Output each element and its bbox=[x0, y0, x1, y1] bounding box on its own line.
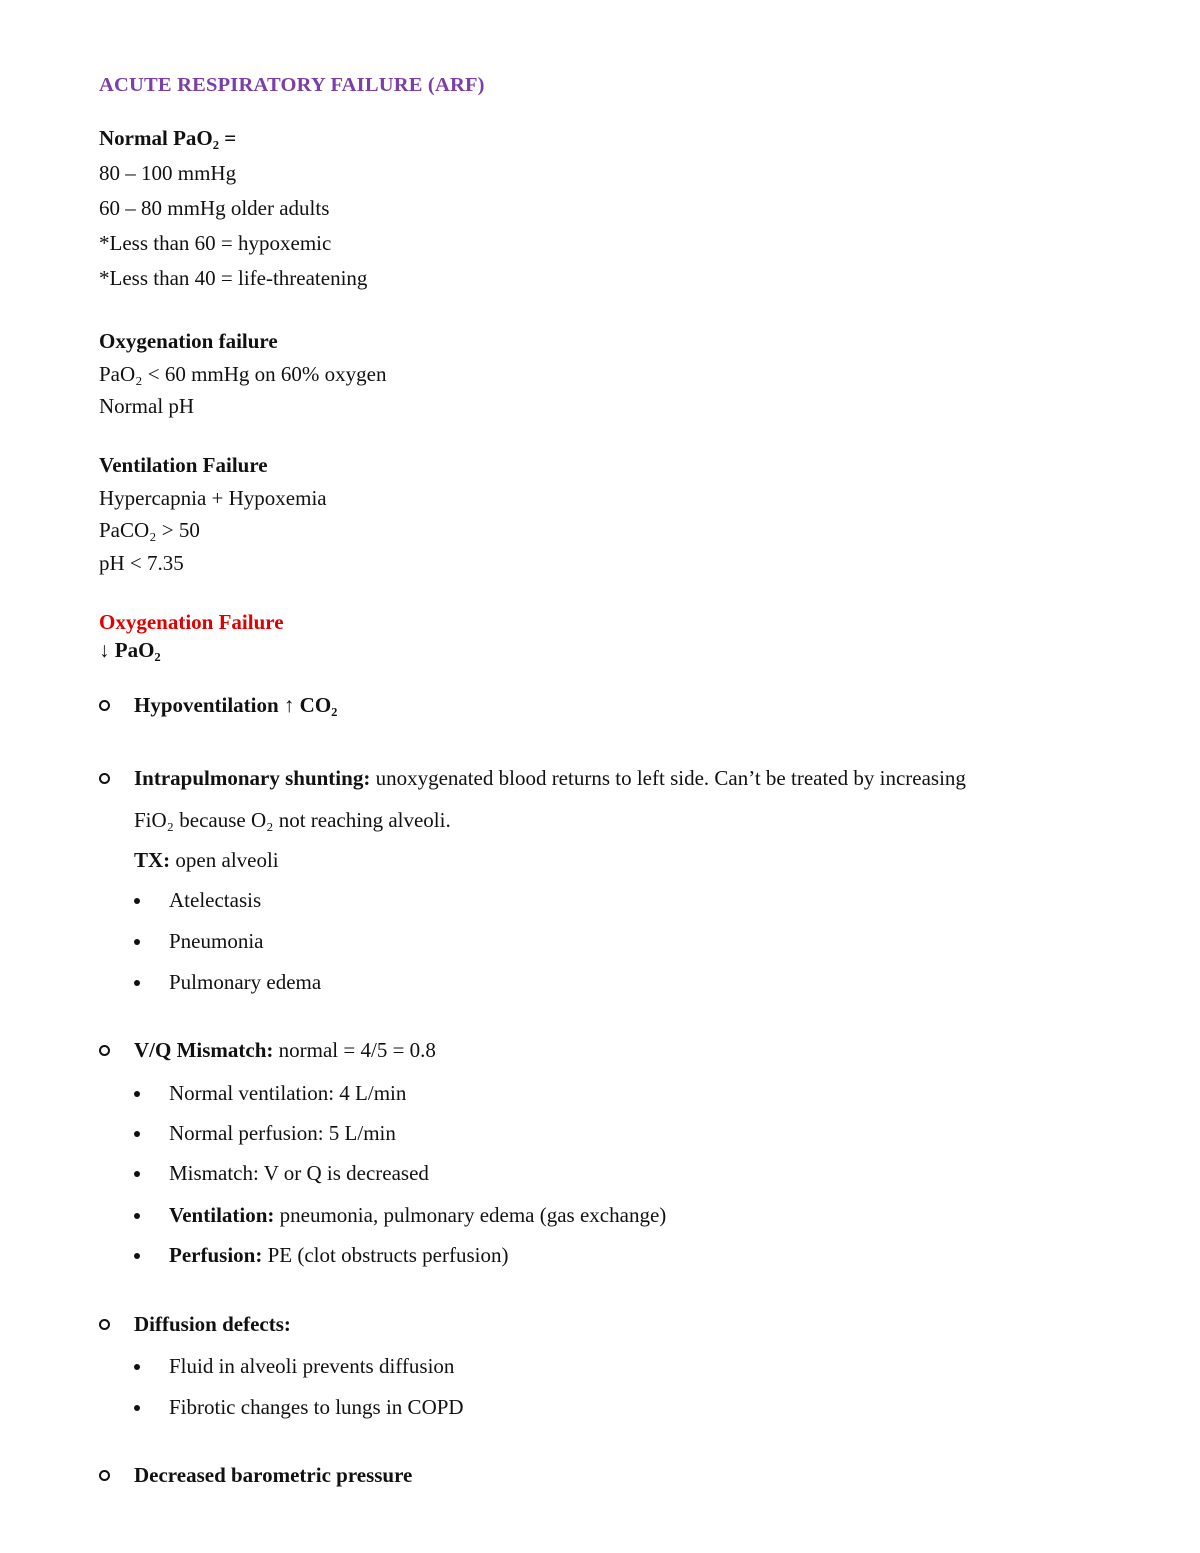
list-item bbox=[169, 1205, 666, 1226]
intrapulmonary-label: Intrapulmonary shunting: bbox=[134, 766, 371, 790]
normal-line-2: 60 – 80 mmHg older adults bbox=[99, 196, 330, 220]
barometric-pressure-item: Decreased barometric pressure bbox=[134, 1463, 413, 1487]
hypoventilation-item: Hypoventilation ↑ CO₂ bbox=[134, 693, 338, 717]
list-item: Mismatch: V or Q is decreased bbox=[169, 1161, 429, 1185]
ventilation-failure-line-2: PaCO₂ > 50 bbox=[99, 518, 200, 542]
document-title: ACUTE RESPIRATORY FAILURE (ARF) bbox=[99, 74, 485, 96]
tx-label: TX: bbox=[134, 848, 171, 872]
normal-line-4: *Less than 40 = life-threatening bbox=[99, 266, 368, 290]
bullet-icon bbox=[134, 939, 140, 945]
bullet-icon bbox=[134, 1091, 140, 1097]
hollow-bullet-icon bbox=[99, 1470, 110, 1481]
decreased-pao2-subheading: ↓ PaO₂ bbox=[99, 638, 161, 662]
intrapulmonary-text: unoxygenated blood returns to left side. Can’t be treated by increasing bbox=[370, 766, 966, 790]
intrapulmonary-text-continued: FiO₂ because O₂ not reaching alveoli. bbox=[134, 808, 451, 832]
list-item: Normal perfusion: 5 L/min bbox=[169, 1121, 396, 1145]
perfusion-text: PE (clot obstructs perfusion) bbox=[262, 1243, 509, 1267]
oxygenation-failure-line-1: PaO₂ < 60 mmHg on 60% oxygen bbox=[99, 362, 387, 386]
bullet-icon bbox=[134, 1405, 140, 1411]
bullet-icon bbox=[134, 980, 140, 986]
bullet-icon bbox=[134, 1253, 140, 1259]
ventilation-failure-line-1: Hypercapnia + Hypoxemia bbox=[99, 486, 327, 510]
list-item: Pulmonary edema bbox=[169, 970, 322, 994]
bullet-icon bbox=[134, 1364, 140, 1370]
hollow-bullet-icon bbox=[99, 1319, 110, 1330]
vq-text: normal = 4/5 = 0.8 bbox=[273, 1038, 436, 1062]
hollow-bullet-icon bbox=[99, 700, 110, 711]
vq-label: V/Q Mismatch: bbox=[134, 1038, 274, 1062]
normal-line-3: *Less than 60 = hypoxemic bbox=[99, 231, 332, 255]
oxygenation-failure-line-2: Normal pH bbox=[99, 394, 195, 418]
hollow-bullet-icon bbox=[99, 1045, 110, 1056]
perfusion-label: Perfusion: bbox=[169, 1243, 263, 1267]
bullet-icon bbox=[134, 1213, 140, 1219]
list-item: Normal ventilation: 4 L/min bbox=[169, 1081, 407, 1105]
normal-pao2-heading: Normal PaO₂ = bbox=[99, 126, 237, 150]
oxygenation-failure-heading: Oxygenation failure bbox=[99, 329, 278, 353]
bullet-icon bbox=[134, 1131, 140, 1137]
bullet-icon bbox=[134, 898, 140, 904]
vq-mismatch-item bbox=[134, 1040, 436, 1061]
normal-line-1: 80 – 100 mmHg bbox=[99, 161, 237, 185]
list-item: Fibrotic changes to lungs in COPD bbox=[169, 1395, 464, 1419]
tx-text: open alveoli bbox=[170, 848, 279, 872]
intrapulmonary-shunting-item bbox=[134, 768, 966, 789]
ventilation-text: pneumonia, pulmonary edema (gas exchange) bbox=[274, 1203, 667, 1227]
ventilation-failure-line-3: pH < 7.35 bbox=[99, 551, 184, 575]
list-item: Fluid in alveoli prevents diffusion bbox=[169, 1354, 455, 1378]
diffusion-defects-item: Diffusion defects: bbox=[134, 1312, 291, 1336]
tx-line bbox=[134, 850, 279, 871]
list-item: Atelectasis bbox=[169, 888, 262, 912]
bullet-icon bbox=[134, 1171, 140, 1177]
list-item bbox=[169, 1245, 508, 1266]
oxygenation-failure-section-heading: Oxygenation Failure bbox=[99, 610, 284, 634]
list-item: Pneumonia bbox=[169, 929, 264, 953]
ventilation-label: Ventilation: bbox=[169, 1203, 275, 1227]
ventilation-failure-heading: Ventilation Failure bbox=[99, 453, 268, 477]
hollow-bullet-icon bbox=[99, 773, 110, 784]
